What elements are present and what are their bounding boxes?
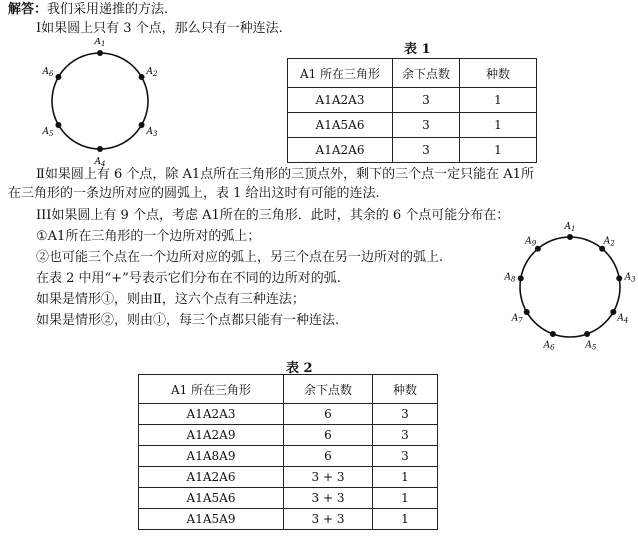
table1-header-count: 种数	[460, 59, 537, 88]
table2-cell-remaining: 6	[284, 446, 373, 467]
point-marker	[55, 122, 61, 128]
figure2-circle-diagram	[503, 222, 638, 357]
point-label: $A_1$	[94, 38, 106, 48]
point-label: $A_5$	[585, 340, 597, 352]
point-marker	[139, 122, 145, 128]
intro-text: 我们采用递推的方法.	[47, 2, 169, 17]
case1-text: Ⅰ如果圆上只有 3 个点，那么只有一种连法.	[36, 21, 283, 36]
table2-row	[139, 488, 438, 509]
table2-row	[139, 467, 438, 488]
answer-intro	[8, 1, 168, 18]
table2-header-count: 种数	[373, 375, 438, 404]
point-label: $A_8$	[504, 272, 516, 284]
answer-label: 解答	[8, 2, 35, 17]
figure2-circle	[520, 237, 620, 337]
table1-cell-count: 1	[460, 113, 537, 138]
point-label: $A_3$	[146, 127, 158, 138]
table2-row	[139, 404, 438, 425]
point-label: $A_2$	[603, 236, 615, 248]
point-marker	[550, 331, 556, 337]
table1-row	[288, 138, 537, 163]
table2-cell-remaining: 6	[284, 404, 373, 425]
case3-line3: ②也可能三个点在一个边所对应的弧上，另三个点在另一边所对的弧上.	[36, 250, 444, 265]
table2-cell-count: 1	[373, 467, 438, 488]
point-marker	[567, 234, 573, 240]
point-marker	[55, 74, 61, 80]
point-marker	[97, 50, 103, 56]
table2-row	[139, 425, 438, 446]
point-label: $A_4$	[94, 157, 106, 168]
table2-header-remaining: 余下点数	[284, 375, 373, 404]
case3-line5: 如果是情形①，则由Ⅱ，这六个点有三种连法；	[36, 292, 305, 307]
point-label: $A_1$	[564, 222, 576, 233]
table1-header-row	[288, 59, 537, 88]
table2-cell-triangle: A1A8A9	[139, 446, 284, 467]
table2-cell-remaining: 3 + 3	[284, 509, 373, 530]
table2-cell-count: 3	[373, 404, 438, 425]
table1-cell-count: 1	[460, 88, 537, 113]
table2-cell-triangle: A1A2A3	[139, 404, 284, 425]
point-marker	[584, 331, 590, 337]
point-marker	[518, 275, 524, 281]
figure1-circle	[52, 53, 148, 149]
table1-header-remaining: 余下点数	[393, 59, 460, 88]
point-marker	[599, 246, 605, 252]
case3-line4: 在表 2 中用“+”号表示它们分布在不同的边所对的弧.	[36, 271, 341, 286]
point-label: $A_6$	[543, 340, 555, 352]
table1-cell-remaining: 3	[393, 113, 460, 138]
table1-row	[288, 88, 537, 113]
point-label: $A_9$	[525, 236, 537, 248]
point-label: $A_6$	[42, 67, 54, 78]
case3-line6: 如果是情形②，则由①，每三个点都只能有一种连法.	[36, 313, 340, 328]
point-label: $A_3$	[624, 272, 636, 284]
figure1-points	[42, 38, 158, 168]
table1-header-triangle: A1 所在三角形	[288, 59, 393, 88]
table1-row	[288, 113, 537, 138]
table2-cell-triangle: A1A2A9	[139, 425, 284, 446]
answer-colon: ：	[34, 2, 48, 17]
case3-line1: III如果圆上有 9 个点，考虑 A1所在的三角形．此时，其余的 6 个点可能分布在：	[36, 208, 510, 223]
table1-cell-remaining: 3	[393, 88, 460, 113]
table2-title: 表 2	[286, 361, 313, 376]
figure1-circle-diagram	[30, 38, 170, 168]
point-marker	[524, 309, 530, 315]
table2-cell-triangle: A1A2A6	[139, 467, 284, 488]
case2-line2: 在三角形的一条边所对应的圆弧上，表 1 给出这时有可能的连法.	[8, 186, 380, 201]
table2-header-triangle: A1 所在三角形	[139, 375, 284, 404]
table2-cell-triangle: A1A5A6	[139, 488, 284, 509]
table2-cell-count: 3	[373, 446, 438, 467]
point-label: $A_4$	[617, 313, 629, 325]
case2-line1: Ⅱ如果圆上有 6 个点，除 A1点所在三角形的三顶点外，剩下的三个点一定只能在 A1所	[36, 167, 534, 182]
point-marker	[616, 275, 622, 281]
point-label: $A_7$	[511, 313, 523, 325]
table2-cell-remaining: 6	[284, 425, 373, 446]
table1-cell-triangle: A1A2A6	[288, 138, 393, 163]
table2-cell-triangle: A1A5A9	[139, 509, 284, 530]
table2-row	[139, 446, 438, 467]
table2-cell-remaining: 3 + 3	[284, 488, 373, 509]
table2-cell-count: 1	[373, 509, 438, 530]
point-marker	[97, 146, 103, 152]
table1	[287, 58, 537, 163]
table1-cell-triangle: A1A2A3	[288, 88, 393, 113]
point-marker	[139, 74, 145, 80]
point-label: $A_5$	[42, 127, 54, 138]
table2-cell-count: 1	[373, 488, 438, 509]
case3-line2: ①A1所在三角形的一个边所对的弧上；	[36, 229, 261, 244]
table1-cell-remaining: 3	[393, 138, 460, 163]
point-marker	[610, 309, 616, 315]
table1-title: 表 1	[404, 42, 431, 57]
table2	[138, 374, 438, 530]
table2-header-row	[139, 375, 438, 404]
table1-cell-count: 1	[460, 138, 537, 163]
figure2-points	[503, 222, 636, 351]
point-label: $A_2$	[146, 67, 158, 78]
table2-cell-count: 3	[373, 425, 438, 446]
table2-cell-remaining: 3 + 3	[284, 467, 373, 488]
table2-row	[139, 509, 438, 530]
table1-cell-triangle: A1A5A6	[288, 113, 393, 138]
